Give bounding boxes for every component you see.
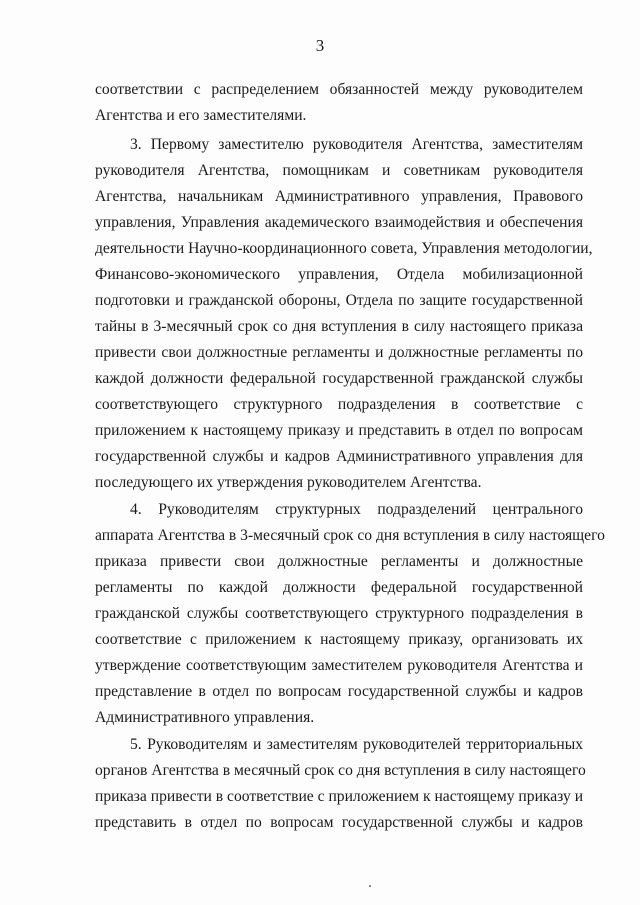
text-line: каждой должности федеральной государственной гражданской службы xyxy=(95,370,583,387)
text-line: деятельности Научно-координационного совета, Управления методологии, xyxy=(95,240,593,257)
text-line: тайны в 3-месячный срок со дня вступления в силу настоящего приказа xyxy=(95,318,583,335)
scan-speck xyxy=(369,885,371,887)
text-line: приказа привести свои должностные регламенты и должностные xyxy=(95,553,583,570)
text-line: регламенты по каждой должности федеральной государственной xyxy=(95,579,583,596)
text-line: приложением к настоящему приказу и представить в отдел по вопросам xyxy=(95,422,583,439)
text-line: Агентства, начальникам Административного управления, Правового xyxy=(95,188,583,205)
text-line: государственной службы и кадров Административного управления для xyxy=(95,448,583,465)
text-line: представление в отдел по вопросам государственной службы и кадров xyxy=(95,683,583,700)
paragraph-4-start: 4. Руководителям структурных подразделений центрального xyxy=(130,501,583,518)
paragraph-3-start: 3. Первому заместителю руководителя Агентства, заместителям xyxy=(130,136,583,153)
text-line: гражданской службы соответствующего структурного подразделения в xyxy=(95,605,583,622)
text-line: привести свои должностные регламенты и должностные регламенты по xyxy=(95,344,583,361)
text-line: соответствие с приложением к настоящему приказу, организовать их xyxy=(95,631,583,648)
text-line: управления, Управления академического взаимодействия и обеспечения xyxy=(95,214,583,231)
paragraph-5-start: 5. Руководителям и заместителям руководителей территориальных xyxy=(130,736,583,753)
text-line: аппарата Агентства в 3-месячный срок со дня вступления в силу настоящего xyxy=(95,527,605,544)
text-line: последующего их утверждения руководителем Агентства. xyxy=(95,474,482,491)
text-line: соответствующего структурного подразделения в соответствие с xyxy=(95,396,583,413)
text-line: органов Агентства в месячный срок со дня вступления в силу настоящего xyxy=(95,762,586,779)
text-line: подготовки и гражданской обороны, Отдела по защите государственной xyxy=(95,292,583,309)
text-line: утверждение соответствующим заместителем руководителя Агентства и xyxy=(95,657,583,674)
page-number: 3 xyxy=(315,36,325,55)
text-line: соответствии с распределением обязанностей между руководителем xyxy=(95,81,583,98)
text-line: Административного управления. xyxy=(95,709,315,726)
text-line: руководителя Агентства, помощникам и советникам руководителя xyxy=(95,162,583,179)
text-line: Агентства и его заместителями. xyxy=(95,107,307,124)
text-line: представить в отдел по вопросам государственной службы и кадров xyxy=(95,814,583,831)
text-line: Финансово-экономического управления, Отдела мобилизационной xyxy=(95,266,583,283)
text-line: приказа привести в соответствие с приложением к настоящему приказу и xyxy=(95,788,584,805)
